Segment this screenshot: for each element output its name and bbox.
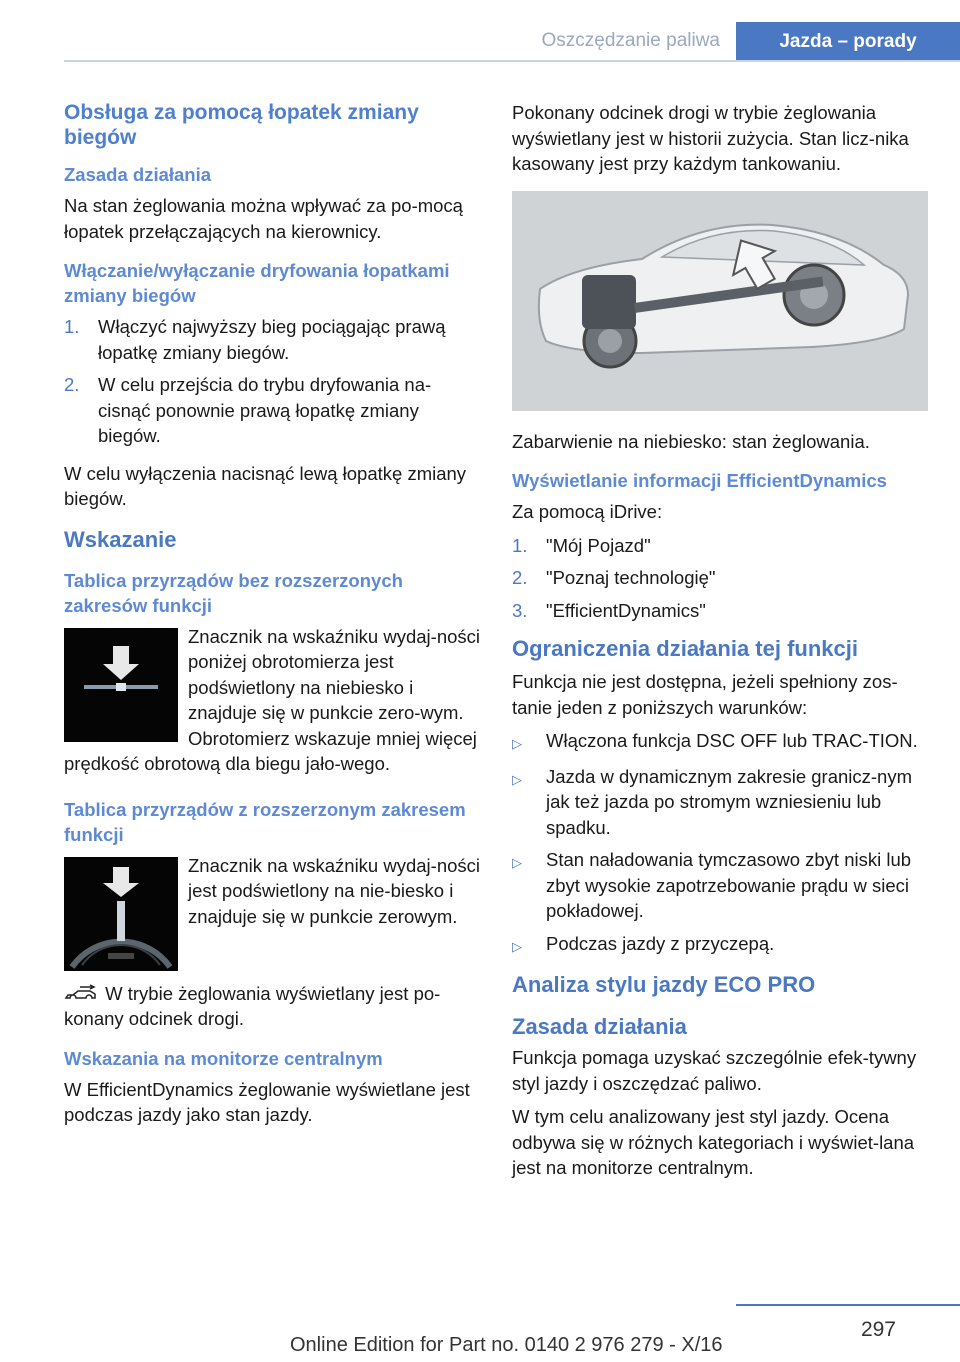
page-number: 297 (860, 1318, 896, 1341)
step-text: W celu przejścia do trybu dryfowania na-cisnąć ponownie prawą łopatkę zmiany biegów. (98, 374, 432, 446)
step-number: 1. (512, 534, 528, 556)
right-column (512, 100, 928, 1195)
footer-divider (736, 1304, 960, 1306)
conditions-list (512, 728, 928, 959)
paragraph-cluster-extended: Znacznik na wskaźniku wydaj-ności jest podświetlony na nie-biesko i znajduje się w punkcie zerowym. (188, 854, 480, 927)
footer-edition: Online Edition for Part no. 0140 2 976 279 - X/16 (290, 1334, 723, 1356)
distance-text: W trybie żeglowania wyświetlany jest po-konany odcinek drogi. (64, 982, 441, 1029)
heading-principle-2: Zasada działania (512, 1014, 687, 1039)
step-number: 3. (512, 599, 528, 621)
condition-text: Stan naładowania tymczasowo zbyt niski lub zbyt wysokie zapotrzebowanie prądu w sieci pokładowej. (546, 849, 912, 921)
heading-cluster-extended: Tablica przyrządów z rozszerzonym zakresem funkcji (64, 798, 466, 845)
list-item (512, 565, 928, 591)
list-item (64, 314, 480, 365)
heading-toggle-coasting: Włączanie/wyłączanie dryfowania łopatkami zmiany biegów (64, 260, 450, 306)
figure-caption: Zabarwienie na niebiesko: stan żeglowania. (512, 430, 870, 452)
heading-limitations: Ograniczenia działania tej funkcji (512, 636, 858, 661)
bullet-triangle-icon: ▷ (512, 855, 522, 870)
cluster-extended-block (64, 853, 480, 975)
paragraph-eco-1: Funkcja pomaga uzyskać szczególnie efek-tywny styl jazdy i oszczędzać paliwo. (512, 1047, 917, 1094)
heading-efficientdynamics-info: Wyświetlanie informacji EfficientDynamics (512, 470, 887, 491)
paragraph-eco-2: W tym celu analizowany jest styl jazdy. Ocena odbywa się w różnych kategoriach i wyświet-lana jest na monitorze centralnym. (512, 1106, 915, 1178)
list-item (512, 847, 928, 924)
car-drivetrain-image (512, 191, 928, 411)
running-header-tab: Jazda – porady (736, 22, 960, 62)
heading-cluster-basic: Tablica przyrządów bez rozszerzonych zakresów funkcji (64, 569, 403, 616)
heading-paddles: Obsługa za pomocą łopatek zmiany biegów (64, 101, 419, 149)
step-number: 2. (512, 567, 528, 588)
cluster-basic-block (64, 624, 480, 791)
menu-path-text: "Poznaj technologię" (546, 567, 716, 588)
bullet-triangle-icon: ▷ (512, 736, 522, 751)
list-item (512, 533, 928, 559)
heading-central-monitor: Wskazania na monitorze centralnym (64, 1047, 383, 1069)
list-item (64, 372, 480, 449)
bullet-triangle-icon: ▷ (512, 771, 522, 787)
steps-list (64, 314, 480, 449)
heading-eco-pro: Analiza stylu jazdy ECO PRO (512, 972, 816, 997)
paragraph-principle: Na stan żeglowania można wpływać za po-mocą łopatek przełączających na kierownicy. (64, 195, 463, 242)
paragraph-turn-off: W celu wyłączenia nacisnąć lewą łopatkę zmiany biegów. (64, 462, 467, 509)
down-arrow-gauge-icon (64, 857, 178, 971)
header-divider (64, 60, 960, 62)
paragraph-cluster-basic: Znacznik na wskaźniku wydaj-ności poniżej obrotomierza jest podświetlony na niebiesko i znajduje się w punkcie zero-wym. Obrotomierz wskazuje mniej więcej prędkość obrotową dla biegu jało-wego. (64, 625, 480, 774)
cluster-basic-image (64, 628, 178, 742)
car-drivetrain-illustration (512, 191, 928, 411)
menu-path-text: "Mój Pojazd" (546, 534, 651, 556)
heading-principle: Zasada działania (64, 164, 212, 185)
step-number: 2. (64, 374, 80, 395)
menu-path-list (512, 533, 928, 624)
coasting-car-icon (64, 984, 100, 1002)
menu-path-text: "EfficientDynamics" (546, 599, 706, 621)
condition-text: Jazda w dynamicznym zakresie granicz-nym jak też jazda po stromym wzniesieniu lub spadku. (546, 765, 913, 838)
list-item (512, 764, 928, 841)
list-item (512, 728, 928, 757)
bullet-triangle-icon: ▷ (512, 938, 522, 954)
condition-text: Podczas jazdy z przyczepą. (546, 932, 775, 954)
paragraph-history: Pokonany odcinek drogi w trybie żeglowania wyświetlany jest w historii zużycia. Stan licz-nika kasowany jest przy każdym tankowaniu. (512, 102, 909, 174)
paragraph-central-monitor: W EfficientDynamics żeglowanie wyświetlane jest podczas jazdy jako stan jazdy. (64, 1078, 470, 1125)
left-column (64, 100, 480, 1142)
cluster-extended-image (64, 857, 178, 971)
paragraph-idrive: Za pomocą iDrive: (512, 501, 663, 522)
condition-text: Włączona funkcja DSC OFF lub TRAC-TION. (546, 730, 918, 751)
running-header-section: Oszczędzanie paliwa (541, 30, 720, 51)
step-text: Włączyć najwyższy bieg pociągając prawą łopatkę zmiany biegów. (98, 316, 446, 363)
paragraph-limitations: Funkcja nie jest dostępna, jeżeli spełniony zos-tanie jeden z poniższych warunków: (512, 671, 898, 718)
list-item (512, 598, 928, 624)
paragraph-distance (64, 981, 480, 1032)
list-item (512, 931, 928, 960)
down-arrow-icon (64, 628, 178, 742)
heading-display: Wskazanie (64, 526, 177, 552)
step-number: 1. (64, 316, 80, 337)
